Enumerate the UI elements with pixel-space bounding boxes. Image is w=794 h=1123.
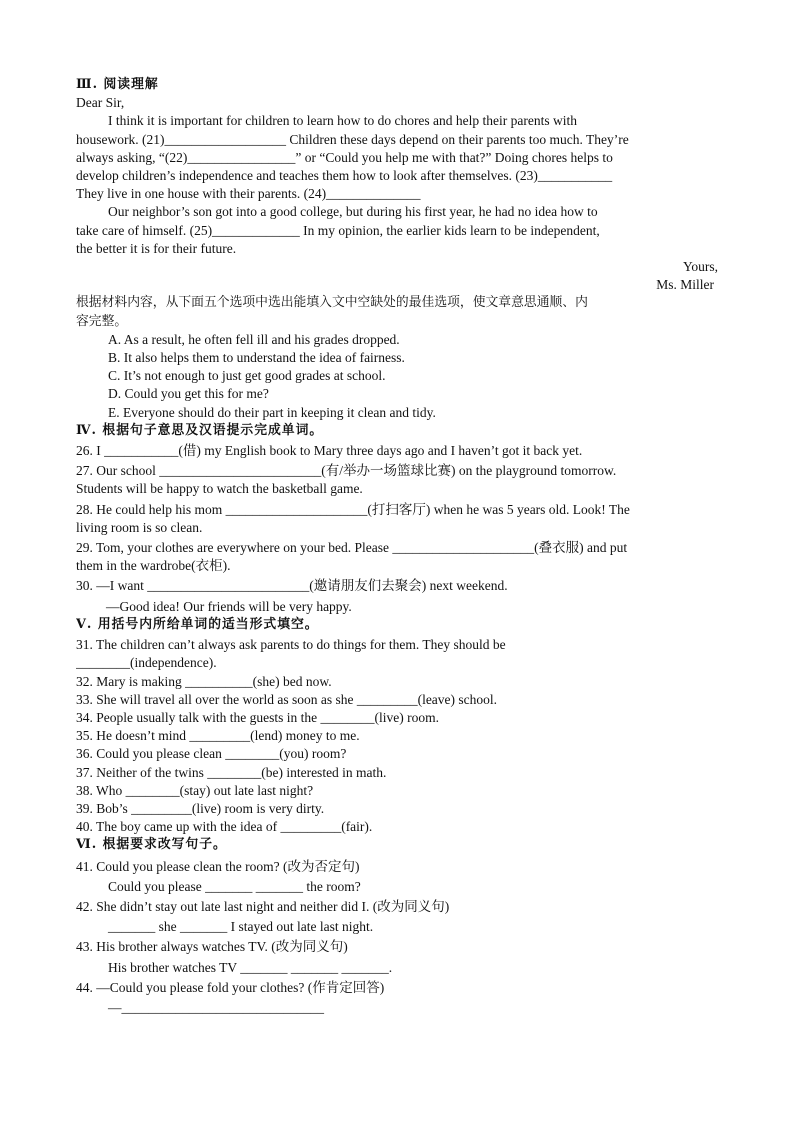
question-30-reply: —Good idea! Our friends will be very happy. xyxy=(106,598,352,614)
question-43: 43. His brother always watches TV. (改为同义句) xyxy=(76,939,348,955)
question-44: 44. —Could you please fold your clothes? (作肯定回答) xyxy=(76,979,385,995)
passage-line: always asking, “(22)________________” or “Could you help me with that?” Doing chores helps to xyxy=(76,149,613,165)
question-43-answer: His brother watches TV _______ _______ _______. xyxy=(108,959,393,975)
passage-line: take care of himself. (25)_____________ In my opinion, the earlier kids learn to be independent, xyxy=(76,222,600,238)
question-34: 34. People usually talk with the guests in the ________(live) room. xyxy=(76,709,439,725)
question-33: 33. She will travel all over the world as soon as she _________(leave) school. xyxy=(76,691,498,707)
question-37: 37. Neither of the twins ________(be) interested in math. xyxy=(76,764,387,780)
question-27-cont: Students will be happy to watch the basketball game. xyxy=(76,481,363,497)
section5-heading: Ⅴ. 用括号内所给单词的适当形式填空。 xyxy=(76,616,319,632)
letter-closing: Yours, xyxy=(682,259,718,275)
question-41: 41. Could you please clean the room? (改为否定句) xyxy=(76,858,360,874)
question-35: 35. He doesn’t mind _________(lend) money to me. xyxy=(76,728,360,744)
reading-instruction: 根据材料内容，从下面五个选项中选出能填入文中空缺处的最佳选项，使文章意思通顺、内 xyxy=(76,295,588,311)
question-29: 29. Tom, your clothes are everywhere on your bed. Please _____________________(叠衣服) and put xyxy=(76,540,628,556)
question-40: 40. The boy came up with the idea of _________(fair). xyxy=(76,819,373,835)
option-a: A. As a result, he often fell ill and his grades dropped. xyxy=(108,331,400,347)
question-31-cont: ________(independence). xyxy=(76,655,217,671)
option-b: B. It also helps them to understand the idea of fairness. xyxy=(108,350,405,366)
question-31: 31. The children can’t always ask parents to do things for them. They should be xyxy=(76,637,506,653)
question-30: 30. —I want ________________________(邀请朋友们去聚会) next weekend. xyxy=(76,578,508,594)
passage-line: I think it is important for children to learn how to do chores and help their parents with xyxy=(108,113,578,129)
worksheet-page xyxy=(76,76,718,1017)
question-32: 32. Mary is making __________(she) bed now. xyxy=(76,673,332,689)
question-28: 28. He could help his mom _____________________(打扫客厅) when he was 5 years old. Look! The xyxy=(76,501,630,517)
question-41-answer: Could you please _______ _______ the room? xyxy=(108,878,361,894)
question-28-cont: living room is so clean. xyxy=(76,519,203,535)
passage-line: housework. (21)__________________ Children these days depend on their parents too much. They’re xyxy=(76,131,629,147)
question-39: 39. Bob’s _________(live) room is very dirty. xyxy=(76,800,325,816)
option-d: D. Could you get this for me? xyxy=(108,386,269,402)
letter-salutation: Dear Sir, xyxy=(76,95,125,111)
question-42: 42. She didn’t stay out late last night and neither did I. (改为同义句) xyxy=(76,898,450,914)
option-e: E. Everyone should do their part in keeping it clean and tidy. xyxy=(108,404,436,420)
question-27: 27. Our school ________________________(有/举办一场篮球比赛) on the playground tomorrow. xyxy=(76,463,617,479)
question-42-answer: _______ she _______ I stayed out late last night. xyxy=(108,919,374,935)
question-26: 26. I ___________(借) my English book to Mary three days ago and I haven’t got it back yet. xyxy=(76,443,583,459)
reading-heading: Ⅲ. 阅读理解 xyxy=(76,77,159,92)
option-c: C. It’s not enough to just get good grades at school. xyxy=(108,368,386,384)
question-44-answer: —______________________________ xyxy=(108,999,324,1015)
reading-instruction: 容完整。 xyxy=(76,313,128,329)
passage-line: the better it is for their future. xyxy=(76,240,237,256)
question-38: 38. Who ________(stay) out late last night? xyxy=(76,782,314,798)
section4-heading: Ⅳ. 根据句子意思及汉语提示完成单词。 xyxy=(76,422,324,438)
passage-line: Our neighbor’s son got into a good college, but during his first year, he had no idea how to xyxy=(108,204,598,220)
question-29-cont: them in the wardrobe(衣柜). xyxy=(76,558,231,574)
letter-signature: Ms. Miller xyxy=(656,277,714,293)
section6-heading: Ⅵ. 根据要求改写句子。 xyxy=(76,837,227,853)
passage-line: They live in one house with their parents. (24)______________ xyxy=(76,186,421,202)
passage-line: develop children’s independence and teaches them how to look after themselves. (23)___________ xyxy=(76,168,613,184)
question-36: 36. Could you please clean ________(you) room? xyxy=(76,746,347,762)
